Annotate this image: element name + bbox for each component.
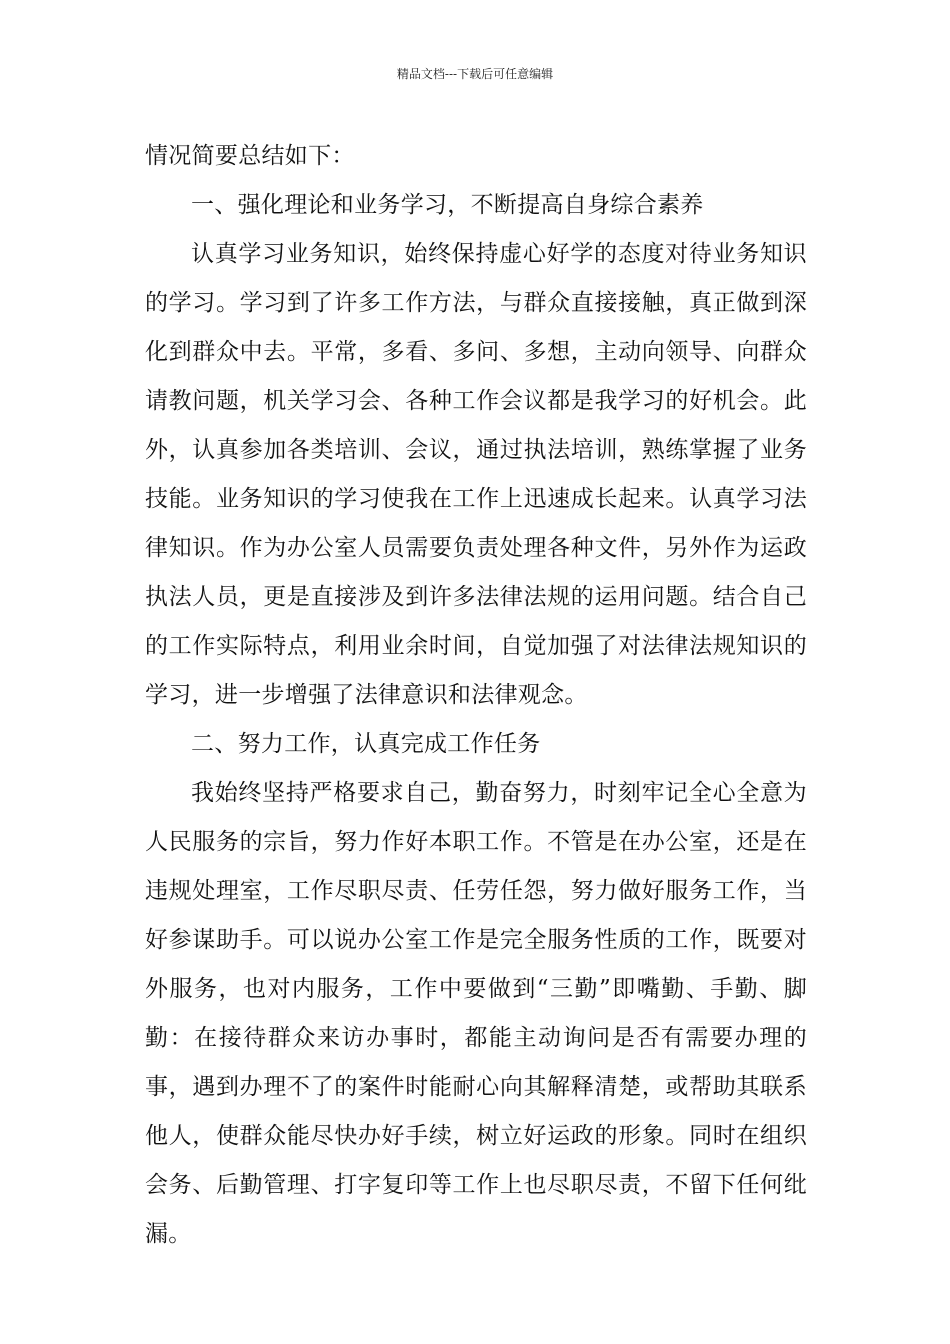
section-heading-2: 二、努力工作，认真完成工作任务 — [191, 731, 541, 757]
section-heading-1: 一、强化理论和业务学习，不断提高自身综合素养 — [191, 192, 704, 218]
paragraph-study: 认真学习业务知识，始终保持虚心好学的态度对待业务知识的学习。学习到了许多工作方法，与群众直接接触，真正做到深化到群众中去。平常，多看、多问、多想，主动向领导、向群众请教问题，机关学习会、各种工作会议都是我学习的好机会。此外，认真参加各类培训、会议，通过执法培训，熟练掌握了业务技能。业务知识的学习使我在工作上迅速成长起来。认真学习法律知识。作为办公室人员需要负责处理各种文件，另外作为运政执法人员，更是直接涉及到许多法律法规的运用问题。结合自己的工作实际特点，利用业余时间，自觉加强了对法律法规知识的学习，进一步增强了法律意识和法律观念。 — [145, 241, 807, 708]
paragraph-work: 我始终坚持严格要求自己，勤奋努力，时刻牢记全心全意为人民服务的宗旨，努力作好本职工作。不管是在办公室，还是在违规处理室，工作尽职尽责、任劳任怨，努力做好服务工作，当好参谋助手。可以说办公室工作是完全服务性质的工作，既要对外服务，也对内服务，工作中要做到“三勤”即嘴勤、手勤、脚勤：在接待群众来访办事时，都能主动询问是否有需要办理的事，遇到办理不了的案件时能耐心向其解释清楚，或帮助其联系他人，使群众能尽快办好手续，树立好运政的形象。同时在组织会务、后勤管理、打字复印等工作上也尽职尽责，不留下任何纰漏。 — [145, 780, 807, 1247]
page-header: 精品文档---下载后可任意编辑 — [396, 67, 554, 81]
document-body — [145, 132, 807, 1259]
paragraph-intro: 情况简要总结如下： — [145, 143, 355, 169]
